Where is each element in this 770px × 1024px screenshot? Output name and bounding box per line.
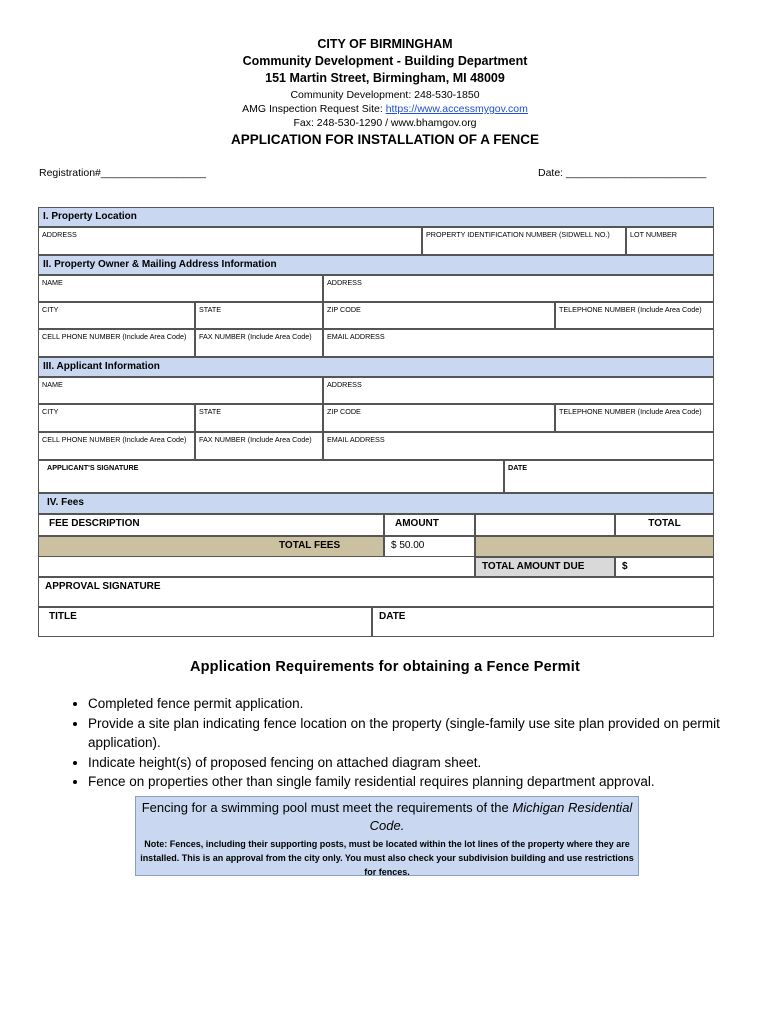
property-address-field[interactable]: ADDRESS [38,227,422,255]
approval-signature-field[interactable]: APPROVAL SIGNATURE [38,577,714,607]
applicant-cell-field[interactable]: CELL PHONE NUMBER (Include Area Code) [38,432,195,460]
amg-link[interactable]: https://www.accessmygov.com [385,103,528,115]
amg-label: AMG Inspection Request Site: [242,103,383,115]
pool-note-prefix: Fencing for a swimming pool must meet the requirements of the [141,800,513,815]
property-id-field[interactable]: PROPERTY IDENTIFICATION NUMBER (SIDWELL NO.) [422,227,626,255]
owner-state-field[interactable]: STATE [195,302,323,329]
list-item: • Provide a site plan indicating fence location on the property (single-family use site plan provided on permit application). [88,714,748,753]
pool-note-box [135,796,639,876]
applicant-fax-field[interactable]: FAX NUMBER (Include Area Code) [195,432,323,460]
pool-note-main [136,799,638,835]
owner-cell-field[interactable]: CELL PHONE NUMBER (Include Area Code) [38,329,195,357]
date-field[interactable]: Date: ________________________ [538,167,707,179]
requirements-list [60,694,748,792]
department-name: Community Development - Building Department [242,54,528,68]
amount-header: AMOUNT [384,514,475,536]
approval-title-field[interactable]: TITLE [38,607,372,637]
owner-zip-field[interactable]: ZIP CODE [323,302,555,329]
amg-line [0,102,770,117]
total-fees-shaded [475,536,714,557]
registration-field[interactable]: Registration#__________________ [39,167,206,179]
applicant-state-field[interactable]: STATE [195,404,323,432]
section-owner-info: II. Property Owner & Mailing Address Information [38,255,714,275]
applicant-signature-field[interactable]: APPLICANT'S SIGNATURE [38,460,504,493]
pool-note-detail: Note: Fences, including their supporting posts, must be located within the lot lines of the property where they are installed. This is an approval from the city only. You must also check your subdivision building and use restrictions for fences. [140,839,634,877]
total-fees-value: $ 50.00 [384,536,475,557]
approval-date-field[interactable]: DATE [372,607,714,637]
applicant-email-field[interactable]: EMAIL ADDRESS [323,432,714,460]
total-header: TOTAL [615,514,714,536]
list-item: • Completed fence permit application. [88,694,748,714]
department-fax: Fax: 248-530-1290 / www.bhamgov.org [293,117,477,129]
list-item: • Indicate height(s) of proposed fencing on attached diagram sheet. [88,753,748,773]
pool-note-code: Michigan Residential Code. [369,800,633,833]
city-name: CITY OF BIRMINGHAM [317,37,453,51]
applicant-zip-field[interactable]: ZIP CODE [323,404,555,432]
requirements-heading: Application Requirements for obtaining a Fence Permit [189,659,581,675]
department-address: 151 Martin Street, Birmingham, MI 48009 [265,71,505,85]
applicant-name-field[interactable]: NAME [38,377,323,404]
fee-blank-row [38,557,475,577]
section-fees: IV. Fees [38,493,714,514]
section-property-location: I. Property Location [38,207,714,227]
owner-email-field[interactable]: EMAIL ADDRESS [323,329,714,357]
department-phone: Community Development: 248-530-1850 [290,89,480,101]
applicant-telephone-field[interactable]: TELEPHONE NUMBER (Include Area Code) [555,404,714,432]
owner-telephone-field[interactable]: TELEPHONE NUMBER (Include Area Code) [555,302,714,329]
form-title: APPLICATION FOR INSTALLATION OF A FENCE [231,132,539,147]
applicant-date-field[interactable]: DATE [504,460,714,493]
applicant-city-field[interactable]: CITY [38,404,195,432]
owner-name-field[interactable]: NAME [38,275,323,302]
fee-blank-header [475,514,615,536]
lot-number-field[interactable]: LOT NUMBER [626,227,714,255]
fee-description-header: FEE DESCRIPTION [38,514,384,536]
owner-fax-field[interactable]: FAX NUMBER (Include Area Code) [195,329,323,357]
section-applicant-info: III. Applicant Information [38,357,714,377]
list-item: • Fence on properties other than single family residential requires planning department approval. [88,772,748,792]
owner-address-field[interactable]: ADDRESS [323,275,714,302]
total-amount-due-field[interactable]: $ [615,557,714,577]
owner-city-field[interactable]: CITY [38,302,195,329]
total-fees-label: TOTAL FEES [38,536,384,557]
total-amount-due-label: TOTAL AMOUNT DUE [475,557,615,577]
applicant-address-field[interactable]: ADDRESS [323,377,714,404]
